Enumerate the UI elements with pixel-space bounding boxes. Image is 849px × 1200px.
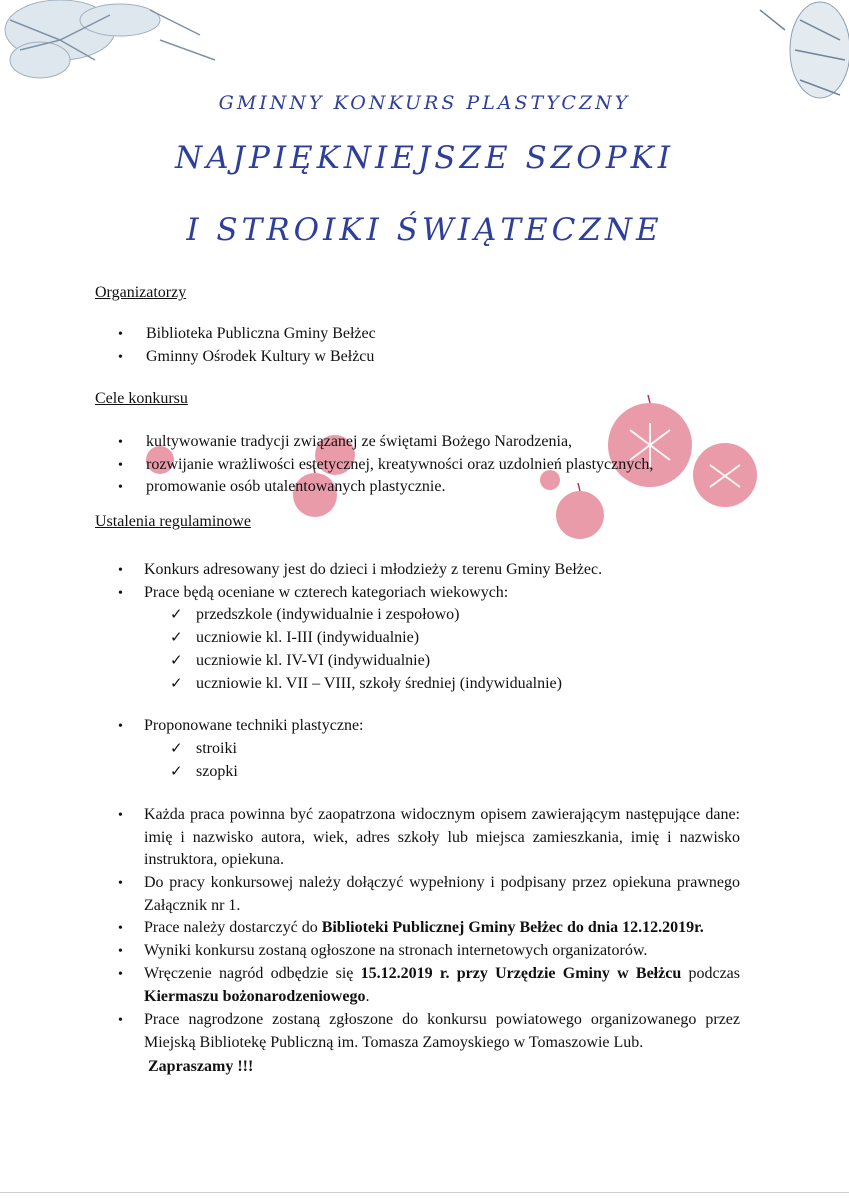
technique-item: szopki: [196, 763, 238, 780]
bullet: •: [118, 563, 123, 578]
rule-paragraph-description: Każda praca powinna być zaopatrzona widocznym opisem zawierającym następujące dane: imię i nazwisko autora, wiek, adres szkoły lub miejsca zamieszkania, imię i nazwisko instruktora, opiekuna.: [144, 806, 740, 868]
checkmark-icon: ✓: [170, 741, 183, 757]
bullet: •: [118, 967, 123, 982]
organizers-heading: Organizatorzy: [95, 284, 187, 301]
category-item: uczniowie kl. VII – VIII, szkoły średniej (indywidualnie): [196, 675, 562, 692]
bullet: •: [118, 876, 123, 891]
category-item: uczniowie kl. IV-VI (indywidualnie): [196, 652, 431, 669]
bullet: •: [118, 480, 123, 495]
contest-subtitle: GMINNY KONKURS PLASTYCZNY: [218, 92, 631, 114]
goal-item: kultywowanie tradycji związanej ze świętami Bożego Narodzenia,: [146, 433, 573, 450]
rule-paragraph-results: Wyniki konkursu zostaną ogłoszone na stronach internetowych organizatorów.: [144, 942, 648, 959]
goal-item: rozwijanie wrażliwości estetycznej, kreatywności oraz uzdolnień plastycznych,: [146, 456, 654, 473]
bullet: •: [118, 458, 123, 473]
rule-paragraph-county-contest: Prace nagrodzone zostaną zgłoszone do konkursu powiatowego organizowanego przez Miejską Bibliotekę Publiczną im. Tomasza Zamoyskiego w Tomaszowie Lub.: [144, 1011, 740, 1051]
bullet: •: [118, 719, 123, 734]
category-item: przedszkole (indywidualnie i zespołowo): [196, 606, 460, 623]
delivery-deadline: Biblioteki Publicznej Gminy Bełżec do dnia 12.12.2019r.: [321, 919, 704, 936]
bullet: •: [118, 1013, 123, 1028]
rule-item: Proponowane techniki plastyczne:: [144, 717, 364, 734]
checkmark-icon: ✓: [170, 764, 183, 780]
organizer-item: Biblioteka Publiczna Gminy Bełżec: [146, 325, 376, 342]
rule-item: Prace będą oceniane w czterech kategoriach wiekowych:: [144, 584, 509, 601]
page-bottom-edge: [0, 1192, 849, 1193]
checkmark-icon: ✓: [170, 607, 183, 623]
bullet: •: [118, 327, 123, 342]
goals-heading: Cele konkursu: [95, 390, 188, 407]
awards-event: Kiermaszu bożonarodzeniowego: [144, 987, 366, 1005]
bullet: •: [118, 808, 123, 823]
category-item: uczniowie kl. I-III (indywidualnie): [196, 629, 420, 646]
rule-paragraph-attachment: Do pracy konkursowej należy dołączyć wypełniony i podpisany przez opiekuna prawnego Załącznik nr 1.: [144, 874, 740, 914]
awards-text: .: [365, 987, 370, 1005]
rule-paragraph-awards: [144, 963, 740, 1008]
contest-title-line-1: NAJPIĘKNIEJSZE SZOPKI: [175, 140, 674, 176]
closing-invitation: Zapraszamy !!!: [148, 1058, 254, 1075]
checkmark-icon: ✓: [170, 653, 183, 669]
awards-text: Wręczenie nagród odbędzie się: [144, 965, 361, 982]
awards-text: podczas: [681, 965, 741, 982]
goal-item: promowanie osób utalentowanych plastycznie.: [146, 478, 446, 495]
checkmark-icon: ✓: [170, 676, 183, 692]
rule-item: Konkurs adresowany jest do dzieci i młodzieży z terenu Gminy Bełżec.: [144, 561, 603, 578]
organizer-item: Gminny Ośrodek Kultury w Bełżcu: [146, 348, 375, 365]
awards-date-place: 15.12.2019 r. przy Urzędzie Gminy w Bełżcu: [360, 965, 682, 982]
bullet: •: [118, 435, 123, 450]
technique-item: stroiki: [196, 740, 237, 757]
contest-title-line-2: I STROIKI ŚWIĄTECZNE: [186, 212, 663, 248]
bullet: •: [118, 586, 123, 601]
rule-paragraph-delivery: [144, 917, 740, 940]
checkmark-icon: ✓: [170, 630, 183, 646]
bullet: •: [118, 944, 123, 959]
delivery-text: Prace należy dostarczyć do: [144, 919, 322, 936]
bullet: •: [118, 350, 123, 365]
bullet: •: [118, 921, 123, 936]
rules-heading: Ustalenia regulaminowe: [95, 513, 251, 530]
